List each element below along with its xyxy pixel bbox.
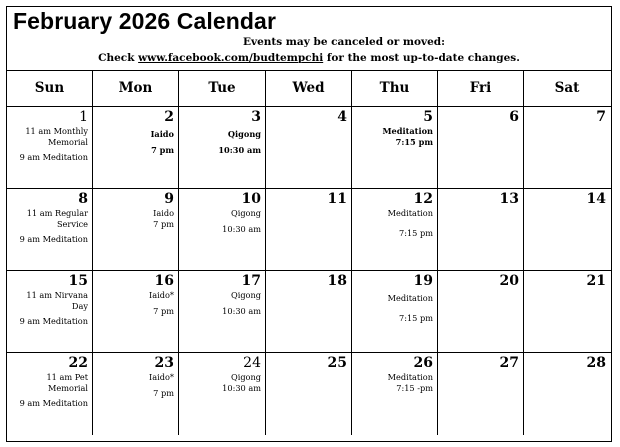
day-cell bbox=[266, 189, 352, 270]
event-text: 7 pm bbox=[153, 218, 174, 229]
day-number: 25 bbox=[327, 355, 347, 371]
day-number: 20 bbox=[499, 273, 519, 289]
notice-suffix: for the most up-to-date changes. bbox=[326, 52, 520, 64]
event-text: 9 am Meditation bbox=[19, 152, 88, 162]
day-number: 4 bbox=[337, 109, 347, 125]
event-text: 11 am Monthly bbox=[25, 126, 88, 136]
day-number: 24 bbox=[243, 355, 261, 371]
event-text: 9 am Meditation bbox=[19, 398, 88, 408]
day-cell bbox=[266, 107, 352, 188]
weekday-fri: Fri bbox=[438, 71, 524, 106]
event-text: 7:15 pm bbox=[395, 136, 433, 147]
day-cell bbox=[7, 107, 93, 188]
day-number: 1 bbox=[79, 109, 88, 125]
day-number: 14 bbox=[586, 191, 606, 207]
day-number: 11 bbox=[327, 191, 347, 207]
day-number: 26 bbox=[413, 355, 433, 371]
day-cell bbox=[524, 107, 610, 188]
event-text: Memorial bbox=[48, 136, 88, 147]
event-text: 7:15 pm bbox=[399, 312, 433, 323]
event-text: Meditation bbox=[387, 372, 433, 382]
day-cell bbox=[179, 271, 266, 352]
day-cell bbox=[266, 353, 352, 435]
day-cell bbox=[438, 107, 524, 188]
day-number: 7 bbox=[596, 109, 606, 125]
event-text: 11 am Regular bbox=[26, 208, 88, 218]
event-text: 11 am Pet bbox=[46, 372, 88, 382]
event-text: Meditation bbox=[387, 208, 433, 218]
day-cell bbox=[7, 271, 93, 352]
day-cell bbox=[352, 107, 438, 188]
notice-prefix: Check bbox=[98, 52, 135, 64]
day-number: 19 bbox=[413, 273, 433, 289]
event-text: Iaido bbox=[150, 129, 174, 139]
day-cell bbox=[179, 107, 266, 188]
event-text: Meditation bbox=[387, 293, 433, 303]
weekday-sat: Sat bbox=[554, 80, 580, 96]
event-text: 7 pm bbox=[153, 387, 174, 398]
day-cell bbox=[352, 189, 438, 270]
day-number: 16 bbox=[154, 273, 174, 289]
event-text: 7 pm bbox=[153, 305, 174, 316]
week-row bbox=[7, 271, 611, 353]
event-text: 7:15 pm bbox=[399, 227, 433, 238]
day-cell bbox=[524, 189, 610, 270]
day-number: 17 bbox=[241, 273, 261, 289]
event-text: 7:15 -pm bbox=[396, 382, 433, 393]
day-cell bbox=[438, 189, 524, 270]
event-text: Iaido bbox=[153, 208, 174, 218]
event-text: 7 pm bbox=[151, 144, 174, 155]
day-cell bbox=[352, 271, 438, 352]
event-text: Service bbox=[56, 218, 88, 229]
notice-line-1: Events may be canceled or moved: bbox=[242, 36, 446, 48]
day-number: 8 bbox=[78, 191, 88, 207]
day-number: 23 bbox=[154, 355, 174, 371]
event-text: 10:30 am bbox=[218, 144, 261, 155]
calendar-title: February 2026 Calendar bbox=[13, 8, 276, 34]
day-number: 2 bbox=[164, 109, 174, 125]
day-number: 27 bbox=[499, 355, 519, 371]
event-text: Memorial bbox=[48, 382, 88, 393]
calendar bbox=[6, 6, 612, 442]
calendar-header bbox=[7, 7, 611, 71]
day-number: 12 bbox=[413, 191, 433, 207]
weekday-wed: Wed bbox=[266, 71, 352, 106]
event-text: 11 am Nirvana Day bbox=[26, 290, 88, 311]
notice-line-2 bbox=[7, 52, 611, 64]
day-cell bbox=[438, 353, 524, 435]
week-row bbox=[7, 353, 611, 435]
day-cell bbox=[7, 189, 93, 270]
calendar-weeks bbox=[7, 107, 611, 435]
day-cell bbox=[93, 353, 179, 435]
day-cell bbox=[438, 271, 524, 352]
day-number: 21 bbox=[586, 273, 606, 289]
day-cell bbox=[266, 271, 352, 352]
day-cell bbox=[179, 189, 266, 270]
weekday-sun: Sun bbox=[7, 71, 93, 106]
day-cell bbox=[93, 271, 179, 352]
event-text: Qigong bbox=[230, 208, 261, 218]
weekday-tue: Tue bbox=[179, 71, 266, 106]
weekday-header-row bbox=[7, 71, 611, 107]
day-cell bbox=[93, 189, 179, 270]
event-text: 9 am Meditation bbox=[19, 234, 88, 244]
weekday-thu: Thu bbox=[352, 71, 438, 106]
event-text: Iaido* bbox=[149, 290, 174, 300]
event-text: 10:30 am bbox=[222, 223, 261, 234]
event-text: Qigong bbox=[230, 372, 261, 382]
weekday-mon: Mon bbox=[93, 71, 179, 106]
day-number: 28 bbox=[586, 355, 606, 371]
day-cell bbox=[93, 107, 179, 188]
event-text: 9 am Meditation bbox=[19, 316, 88, 326]
day-number: 9 bbox=[164, 191, 174, 207]
day-cell bbox=[524, 271, 610, 352]
day-cell bbox=[7, 353, 93, 435]
day-number: 6 bbox=[509, 109, 519, 125]
week-row bbox=[7, 107, 611, 189]
day-number: 15 bbox=[68, 273, 88, 289]
day-cell bbox=[524, 353, 610, 435]
day-number: 10 bbox=[241, 191, 261, 207]
day-cell bbox=[179, 353, 266, 435]
day-number: 22 bbox=[68, 355, 88, 371]
event-text: Qigong bbox=[230, 290, 261, 300]
day-cell bbox=[352, 353, 438, 435]
day-number: 13 bbox=[499, 191, 519, 207]
facebook-link[interactable]: www.facebook.com/budtempchi bbox=[138, 52, 324, 64]
event-text: Qigong bbox=[227, 129, 261, 139]
event-text: Iaido* bbox=[149, 372, 174, 382]
week-row bbox=[7, 189, 611, 271]
day-number: 5 bbox=[423, 109, 433, 125]
day-number: 3 bbox=[251, 109, 261, 125]
event-text: 10:30 am bbox=[222, 382, 261, 393]
event-text: 10:30 am bbox=[222, 305, 261, 316]
event-text: Meditation bbox=[382, 126, 433, 136]
day-number: 18 bbox=[327, 273, 347, 289]
